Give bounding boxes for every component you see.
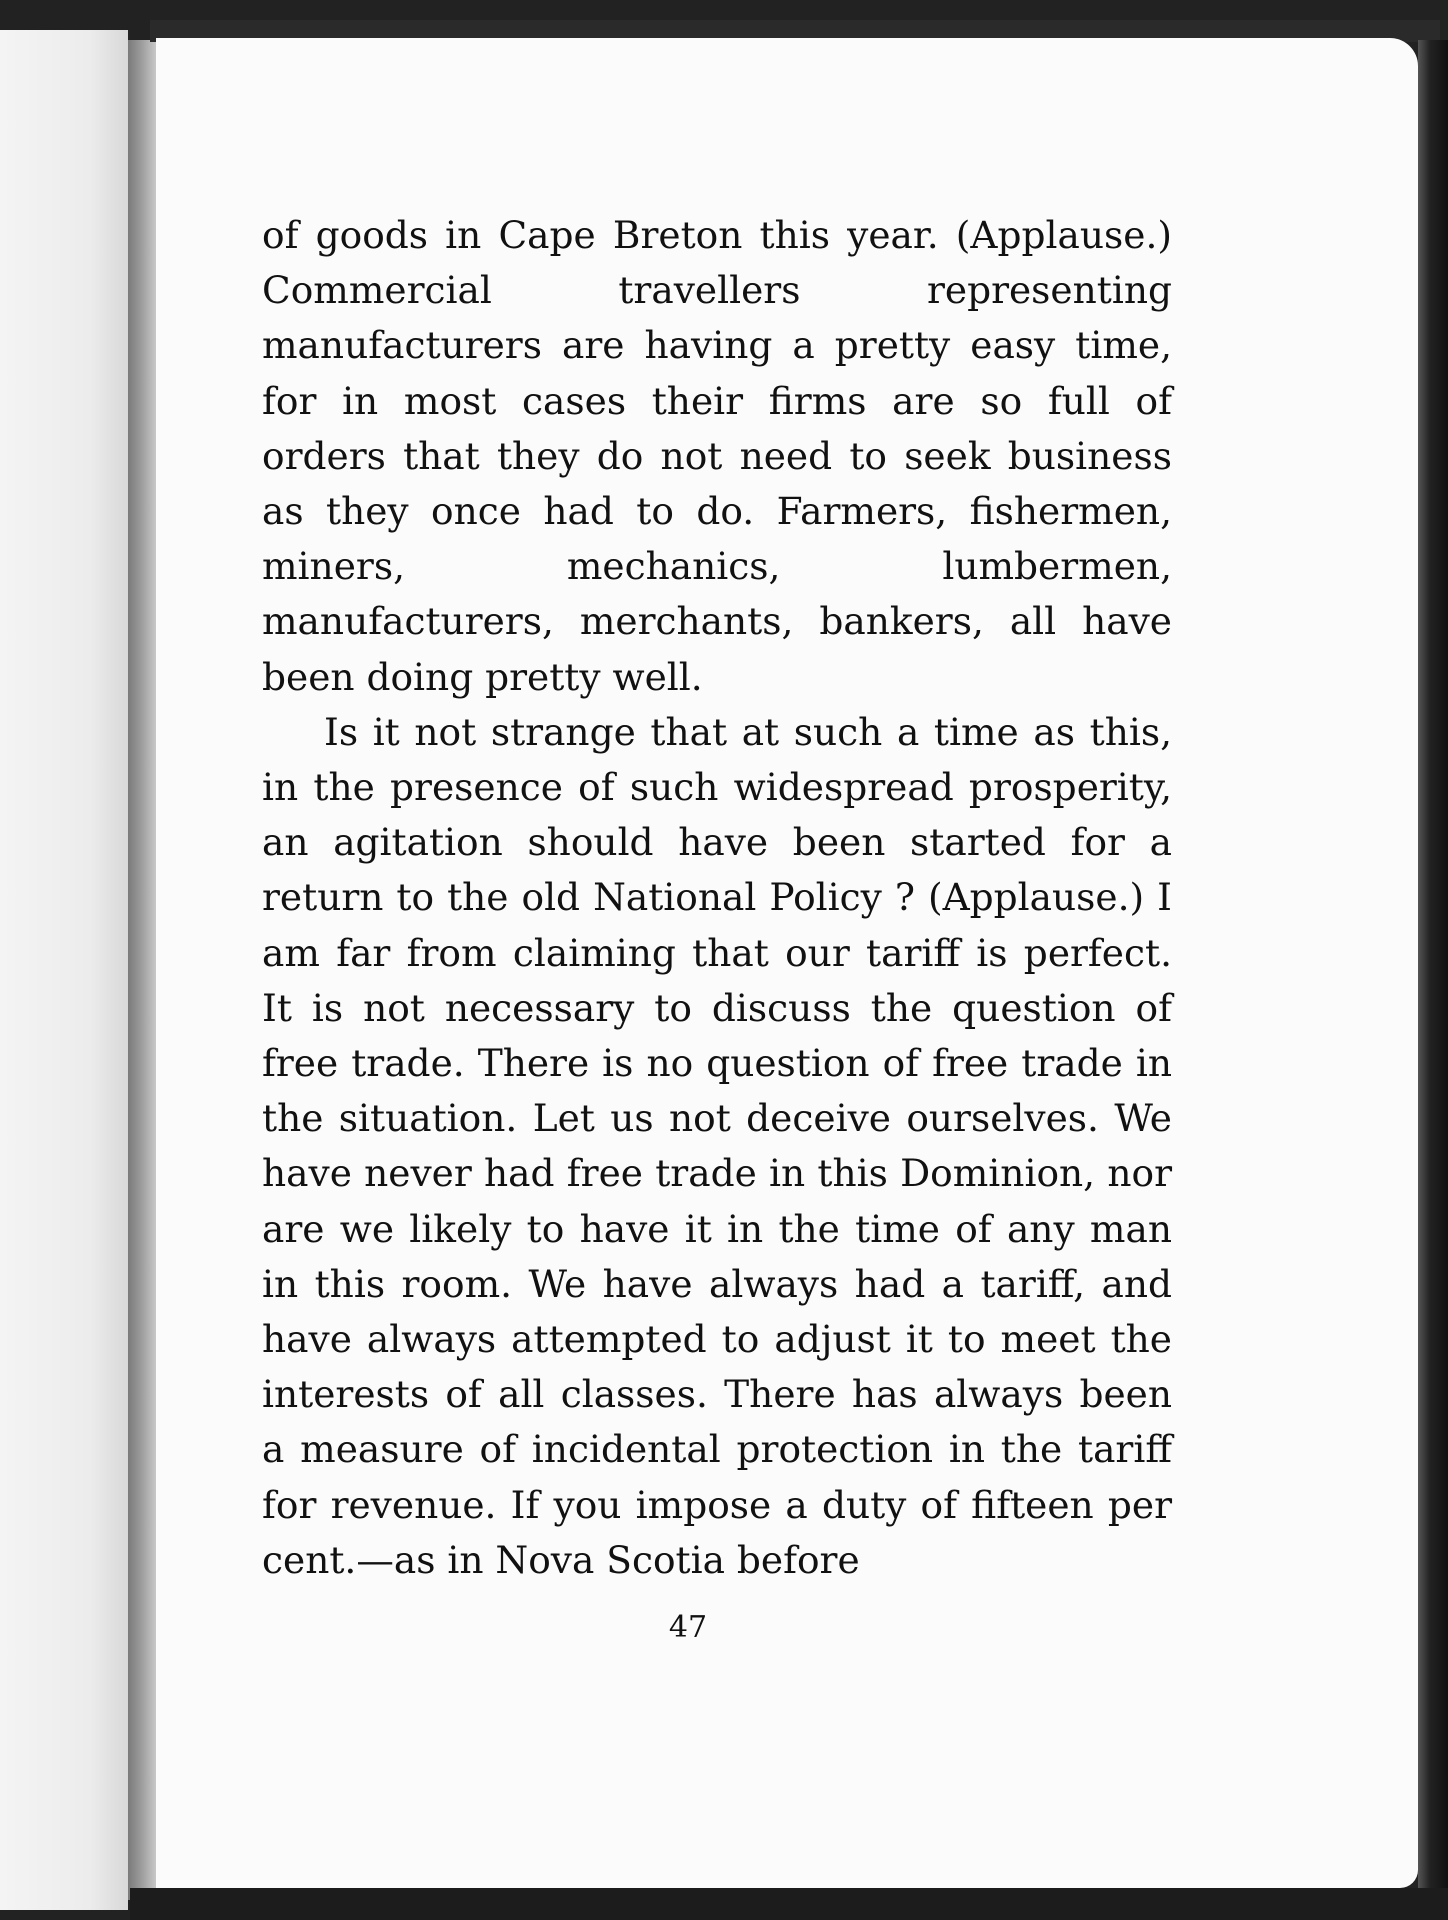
left-page-margin [0, 30, 128, 1910]
page-edge-right [1418, 40, 1448, 1920]
paragraph-continued: of goods in Cape Breton this year. (Applause.) Commercial travellers representing manufacturers are having a pretty easy time, for in most cases their firms are so full of orders that they do not need to seek business as they once had to do. Farmers, fishermen, miners, mechanics, lumbermen, manufacturers, merchants, bankers, all have been doing pretty well. [262, 213, 1172, 699]
page-body-text [262, 208, 1172, 1588]
book-gutter [128, 40, 156, 1900]
page-number: 47 [668, 1610, 708, 1645]
page-edge-bottom [130, 1888, 1448, 1920]
paragraph: Is it not strange that at such a time as this, in the presence of such widespread prosperity, an agitation should have been started for a return to the old National Policy ? (Applause.) I am far from claiming that our tariff is perfect. It is not necessary to discuss the question of free trade. There is no question of free trade in the situation. Let us not deceive ourselves. We have never had free trade in this Dominion, nor are we likely to have it in the time of any man in this room. We have always had a tariff, and have always attempted to adjust it to meet the interests of all classes. There has always been a measure of incidental protection in the tariff for revenue. If you impose a duty of fifteen per cent.—as in Nova Scotia before [262, 709, 1172, 1582]
